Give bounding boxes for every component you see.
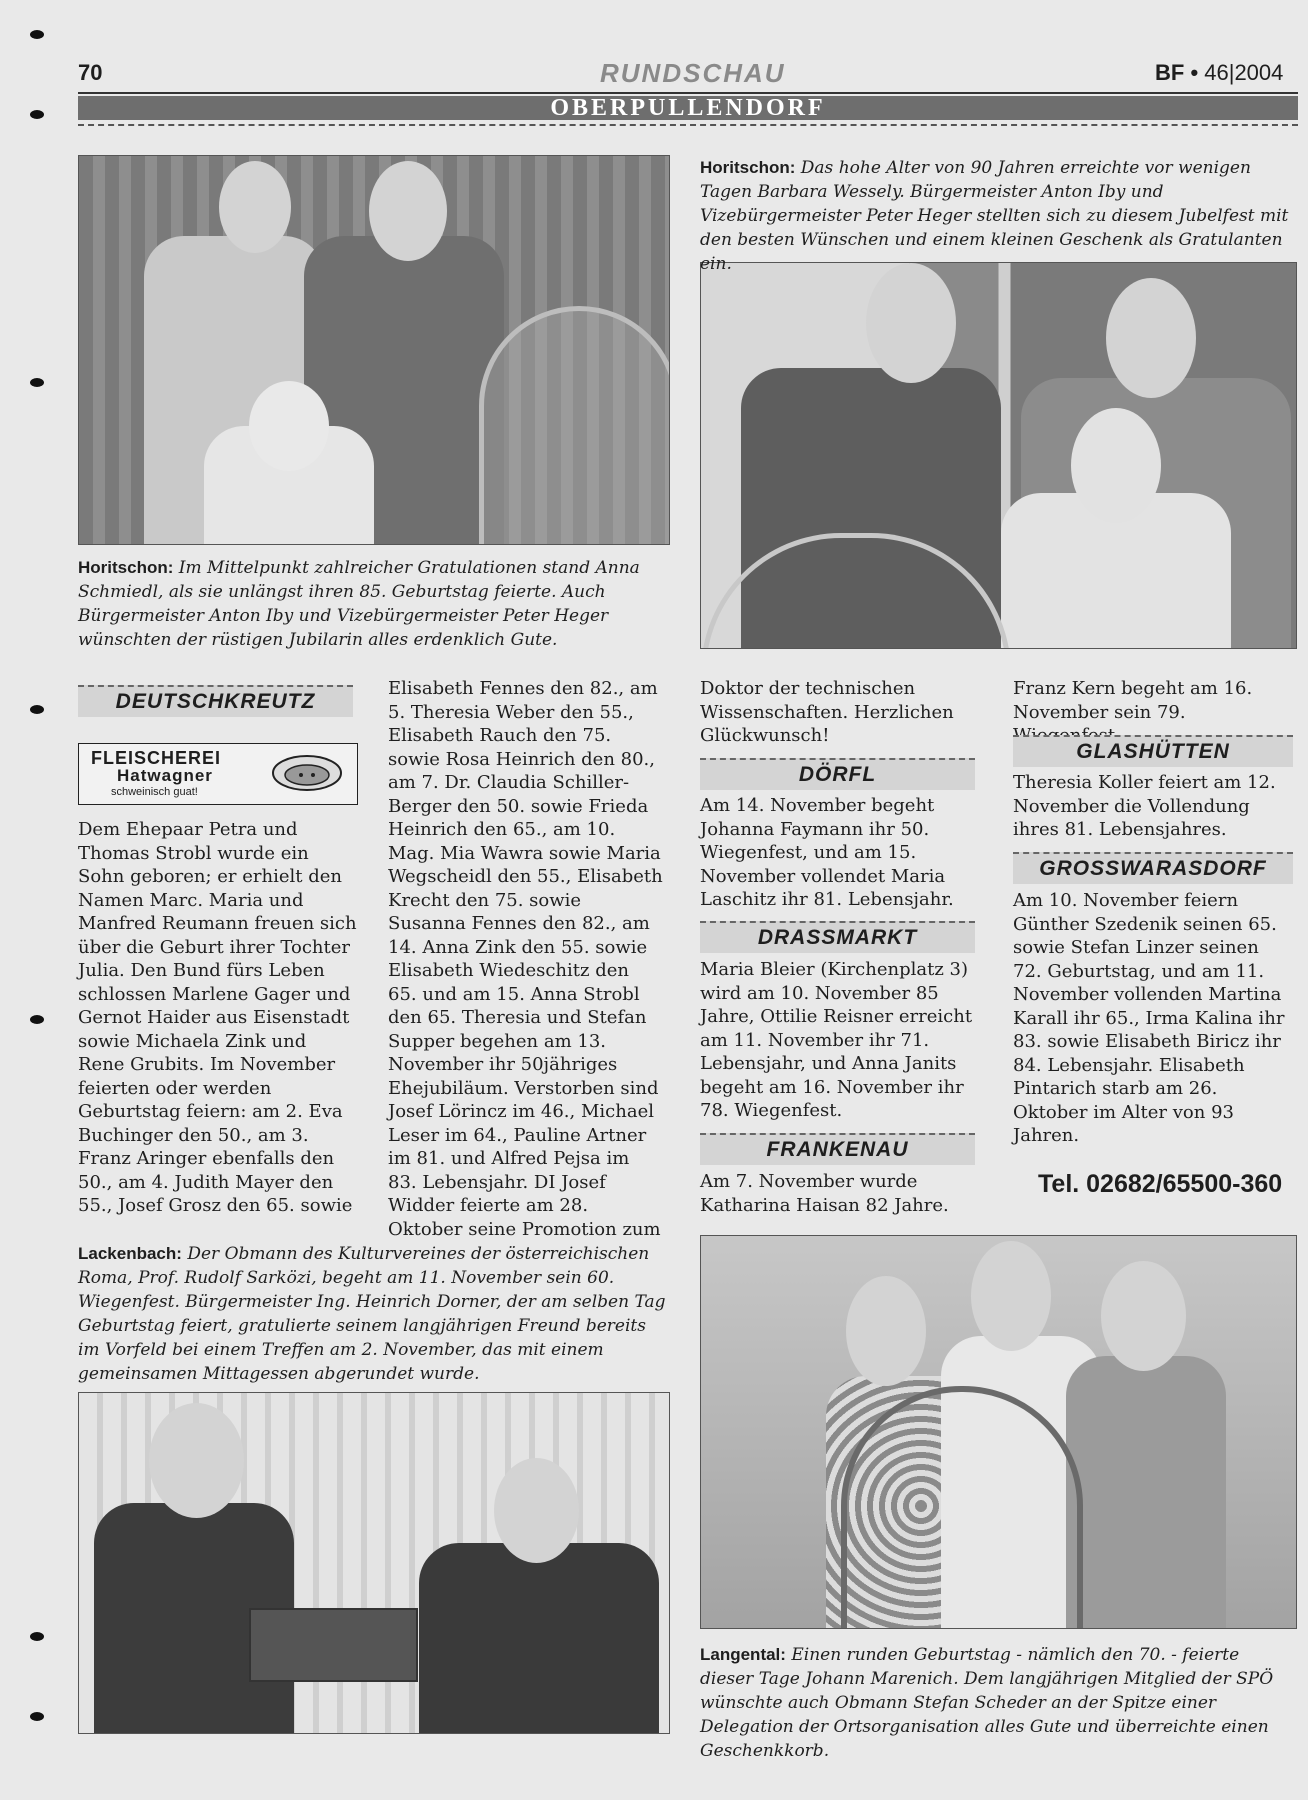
ad-line-2: Hatwagner xyxy=(117,766,213,785)
text-frankenau: Am 7. November wurde Katharina Haisan 82 Jahre. xyxy=(700,1171,949,1216)
binder-hole xyxy=(30,1632,44,1641)
binder-hole xyxy=(30,30,44,39)
photo-horitschon-schmiedl xyxy=(78,155,670,545)
ad-line-1: FLEISCHEREI xyxy=(91,748,222,768)
photo-langental xyxy=(700,1235,1297,1629)
phone-number: Tel. 02682/65500-360 xyxy=(1038,1170,1283,1198)
section-heading-drassmarkt: DRASSMARKT xyxy=(700,921,975,953)
text-glashuetten: Theresia Koller feiert am 12. November die Vollendung ihres 81. Lebensjahres. xyxy=(1013,772,1276,840)
text-col-3-top: Doktor der technischen Wissenschaften. Herzlichen Glückwunsch! xyxy=(700,678,954,746)
section-heading-deutschkreutz: DEUTSCHKREUTZ xyxy=(78,685,353,717)
section-heading-doerfl: DÖRFL xyxy=(700,758,975,790)
binder-hole xyxy=(30,705,44,714)
running-title: RUNDSCHAU xyxy=(600,58,786,88)
section-heading-frankenau: FRANKENAU xyxy=(700,1133,975,1165)
issue-number: 46|2004 xyxy=(1204,60,1284,85)
section-heading-grosswarasdorf: GROSSWARASDORF xyxy=(1013,852,1293,884)
section-heading-glashuetten: GLASHÜTTEN xyxy=(1013,735,1293,767)
ad-fleischerei xyxy=(78,743,358,805)
page-number: 70 xyxy=(78,60,103,85)
pig-logo-icon xyxy=(271,754,343,792)
binder-hole xyxy=(30,1015,44,1024)
binder-hole xyxy=(30,110,44,119)
text-col-1: Dem Ehepaar Petra und Thomas Strobl wurde ein Sohn geboren; er erhielt den Namen Marc. Maria und Manfred Reumann freuen sich über die Geburt ihrer Tochter Julia. Den Bund fürs Leben schlossen Marlene Gager und Gernot Haider aus Eisenstadt sowie Michaela Zink und Rene Grubits. Im November feierten oder werden Geburtstag feiern: am 2. Eva Buchinger den 50., am 3. Franz Aringer ebenfalls den 50., am 4. Judith Mayer den 55., Josef Grosz den 65. sowie xyxy=(78,819,357,1216)
magazine-name: BF xyxy=(1155,60,1185,85)
photo-horitschon-wessely xyxy=(700,262,1297,649)
section-title: OBERPULLENDORF xyxy=(550,95,826,121)
text-doerfl: Am 14. November begeht Johanna Faymann ihr 50. Wiegenfest, und am 15. November vollendet Maria Laschitz ihr 81. Lebensjahr. xyxy=(700,795,954,910)
caption-bottom-right: Langental: Einen runden Geburtstag - nämlich den 70. - feierte dieser Tage Johann Marenich. Dem langjährigen Mitglied der SPÖ wünschte auch Obmann Stefan Scheder an der Spitze einer Delegation der Ortsorganisation alles Gute und überreichte einen Geschenkkorb. xyxy=(700,1645,1274,1761)
header-dash-divider xyxy=(78,124,1298,126)
text-col-2: Elisabeth Fennes den 82., am 5. Theresia Weber den 55., Elisabeth Rauch den 75. sowie Rosa Heinrich den 80., am 7. Dr. Claudia Schiller-Berger den 50. sowie Frieda Heinrich den 65., am 10. Mag. Mia Wawra sowie Maria Wegscheidl den 55., Elisabeth Krecht den 75. sowie Susanna Fennes den 82., am 14. Anna Zink den 55. sowie Elisabeth Wiedeschitz den 65. und am 15. Anna Strobl den 65. Theresia und Stefan Supper begehen am 13. November ihr 50jähriges Ehejubiläum. Verstorben sind Josef Lörincz im 46., Michael Leser im 64., Pauline Artner im 81. und Alfred Pejsa im 83. Lebensjahr. DI Josef Widder feierte am 28. Oktober seine Promotion zum xyxy=(388,678,663,1240)
text-grosswarasdorf: Am 10. November feiern Günther Szedenik seinen 65. sowie Stefan Linzer seinen 72. Geburtstag, und am 11. November vollenden Martina Karall ihr 65., Irma Kalina ihr 83. sowie Elisabeth Biricz ihr 84. Lebensjahr. Elisabeth Pintarich starb am 26. Oktober im Alter von 93 Jahren. xyxy=(1013,890,1285,1146)
caption-top-right: Horitschon: Das hohe Alter von 90 Jahren erreichte vor wenigen Tagen Barbara Wessely. Bürgermeister Anton Iby und Vizebürgermeister Peter Heger stellten sich zu diesem Jubelfest mit den besten Wünschen und einem kleinen Geschenk als Gratulanten ein. xyxy=(700,158,1289,274)
magazine-issue: BF • 46|2004 xyxy=(1155,60,1284,85)
binder-hole xyxy=(30,1712,44,1721)
ad-slogan: schweinisch guat! xyxy=(111,786,198,798)
section-band xyxy=(78,96,1298,120)
photo-lackenbach xyxy=(78,1392,670,1734)
text-drassmarkt: Maria Bleier (Kirchenplatz 3) wird am 10. November 85 Jahre, Ottilie Reisner erreicht am 11. November ihr 71. Lebensjahr, und Anna Janits begeht am 16. November ihr 78. Wiegenfest. xyxy=(700,959,973,1121)
text-col-4-top: Franz Kern begeht am 16. November sein 79. xyxy=(1013,678,1253,723)
caption-bottom-left: Lackenbach: Der Obmann des Kulturvereines der österreichischen Roma, Prof. Rudolf Sarközi, begeht am 11. November sein 60. Wiegenfest. Bürgermeister Ing. Heinrich Dorner, der am selben Tag Geburtstag feiert, gratulierte seinem langjährigen Freund bereits im Vorfeld bei einem Treffen am 2. November, das mit einem gemeinsamen Mittagessen abgerundet wurde. xyxy=(78,1244,666,1384)
header-rule xyxy=(78,92,1298,94)
caption-top-left: Horitschon: Im Mittelpunkt zahlreicher Gratulationen stand Anna Schmiedl, als sie unlängst ihren 85. Geburtstag feierte. Auch Bürgermeister Anton Iby und Vizebürgermeister Peter Heger wünschten der rüstigen Jubilarin alles erdenklich Gute. xyxy=(78,558,640,650)
binder-hole xyxy=(30,378,44,387)
